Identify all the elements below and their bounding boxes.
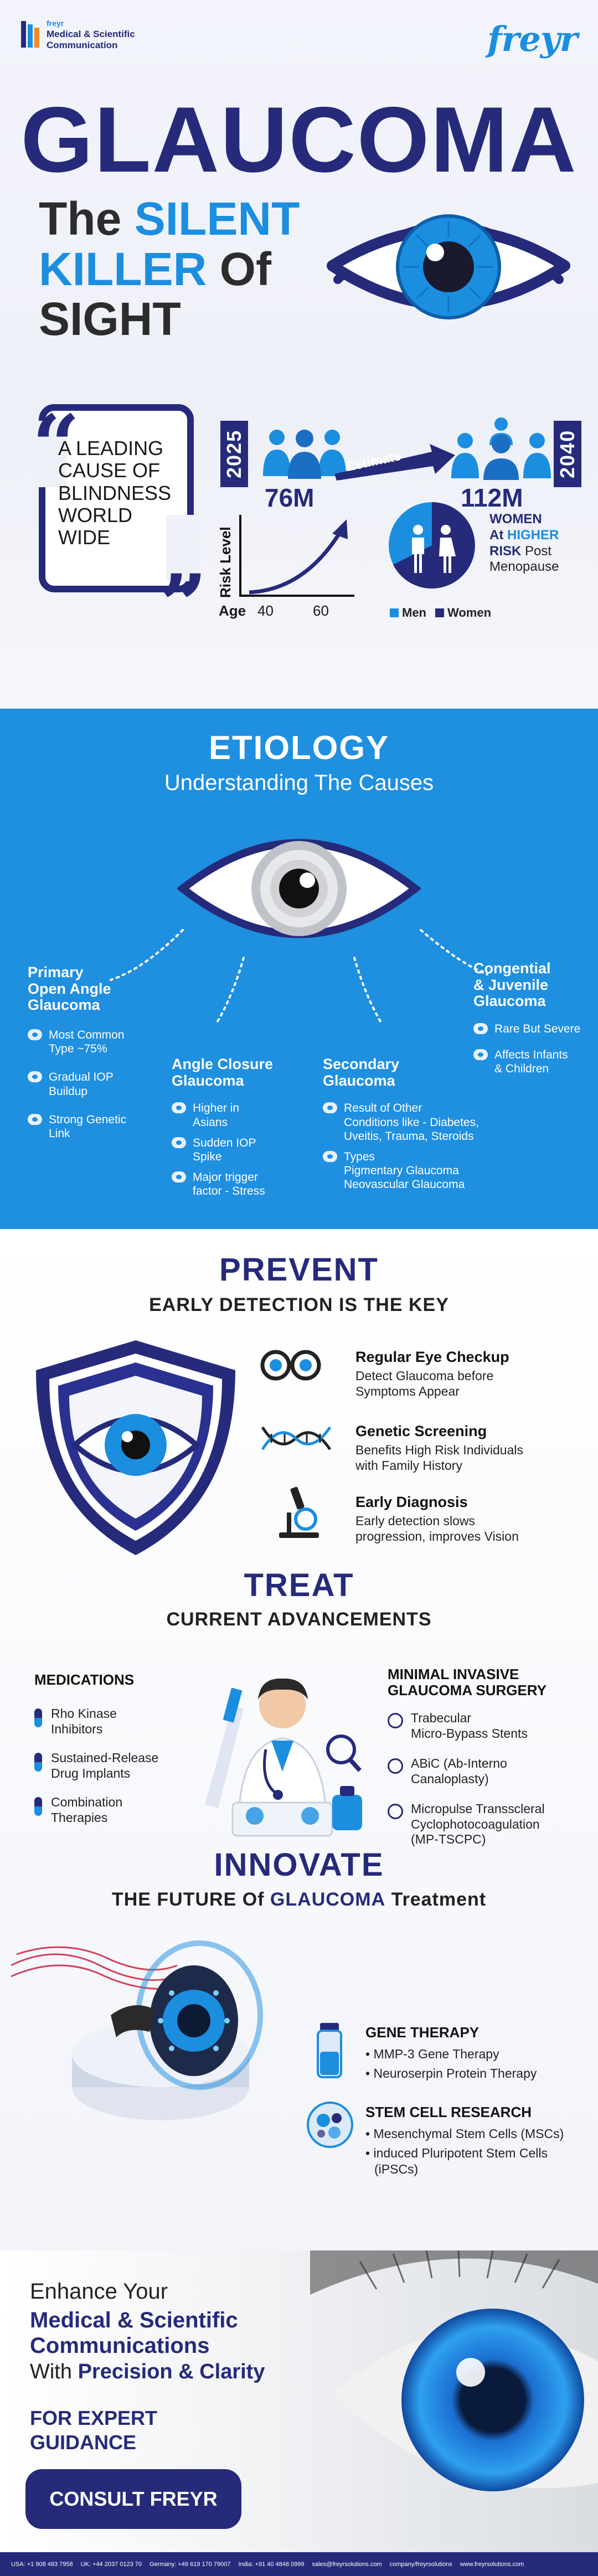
women-line1: WOMEN — [489, 512, 542, 526]
cta-line4-hl: Precision & Clarity — [78, 2360, 265, 2383]
close-quote-icon: ” — [159, 556, 208, 654]
bullet-icon — [323, 1151, 337, 1162]
age-tick-40: 40 — [257, 602, 274, 619]
prevent-item-head: Genetic Screening — [355, 1423, 487, 1439]
bullet-icon — [28, 1071, 42, 1082]
fmsc-logo-line2: Communication — [47, 40, 118, 50]
year-2025-badge: 2025 — [220, 421, 248, 487]
stem-cell-item: • Mesenchymal Stem Cells (MSCs) — [365, 2126, 564, 2141]
capsule-icon — [34, 1797, 42, 1816]
innovate-subtitle — [0, 1889, 598, 1911]
etiology-item: Types Pigmentary Glaucoma Neovascular Glaucoma — [323, 1150, 506, 1192]
prevent-title: PREVENT — [219, 1252, 379, 1288]
etiology-item: Affects Infants & Children — [473, 1048, 595, 1076]
surgery-title: MINIMAL INVASIVE GLAUCOMA SURGERY — [388, 1666, 547, 1699]
page-title: GLAUCOMA — [20, 87, 578, 192]
dna-icon — [260, 1423, 332, 1454]
medications-list — [34, 1706, 189, 1839]
stem-cell-list — [365, 2126, 587, 2177]
etiology-group-title: Angle Closure Glaucoma — [172, 1056, 274, 1089]
innovate-subtitle-pre: THE FUTURE Of — [111, 1889, 265, 1910]
estimate-label: Estimate — [345, 448, 403, 475]
people-group-2040-icon — [448, 416, 554, 480]
microscope-icon — [277, 1485, 321, 1540]
risk-level-label: Risk Level — [217, 526, 234, 598]
surgery-item: Trabecular Micro-Bypass Stents — [388, 1711, 592, 1756]
age-tick-60: 60 — [313, 602, 329, 619]
tagline — [39, 194, 338, 344]
scalpel-icon — [388, 1713, 403, 1728]
legend-men-swatch — [390, 608, 399, 617]
open-quote-icon: “ — [32, 397, 80, 494]
bullet-icon — [323, 1102, 337, 1113]
gene-therapy-item: • Neuroserpin Protein Therapy — [365, 2066, 537, 2081]
etiology-section — [0, 709, 598, 1229]
capsule-icon — [34, 1753, 42, 1772]
hero-section — [0, 0, 598, 709]
prevent-item-early-diagnosis — [255, 1485, 587, 1551]
cta-line3: Communications — [30, 2334, 210, 2358]
treat-title: TREAT — [244, 1567, 354, 1603]
year-2040-badge: 2040 — [554, 421, 581, 487]
stem-cell-item: • induced Pluripotent Stem Cells (iPSCs) — [365, 2145, 548, 2176]
hero-eye-icon — [327, 183, 570, 343]
capsule-icon — [34, 1708, 42, 1727]
fmsc-logo-line1: Medical & Scientific — [47, 29, 135, 39]
stem-cell-title: STEM CELL RESEARCH — [365, 2104, 532, 2120]
gene-therapy-item: • MMP-3 Gene Therapy — [365, 2047, 499, 2061]
fmsc-logo — [21, 18, 187, 56]
fmsc-logo-brand: freyr — [47, 19, 64, 28]
phone-germany[interactable]: Germany: +49 619 170 79007 — [150, 2560, 231, 2568]
retina-implant-illustration-icon — [11, 1932, 299, 2131]
surgery-item: ABiC (Ab-Interno Canaloplasty) — [388, 1756, 592, 1801]
cta-line4 — [30, 2360, 265, 2384]
etiology-item: Most Common Type ~75% — [28, 1028, 161, 1056]
etiology-group-congenital-juvenile — [473, 961, 595, 1076]
contact-footer — [0, 2552, 598, 2576]
age-axis — [219, 602, 352, 620]
women-risk-text — [489, 512, 559, 575]
phone-india[interactable]: India: +91 40 4848 0999 — [238, 2560, 305, 2568]
legend-women-label: Women — [447, 606, 492, 620]
surgery-item: Micropulse Transscleral Cyclophotocoagulation (MP-TSCPC) — [388, 1801, 592, 1857]
legend-women — [435, 606, 491, 620]
risk-curve-icon — [238, 515, 354, 598]
women-line4: Menopause — [489, 559, 559, 575]
etiology-title: ETIOLOGY — [208, 729, 390, 766]
fmsc-logo-bars — [21, 21, 40, 48]
website-link[interactable]: www.freyrsolutions.com — [460, 2560, 524, 2568]
bullet-icon — [473, 1023, 488, 1034]
stem-cell-icon — [303, 2098, 357, 2151]
email-link[interactable]: sales@freyrsolutions.com — [312, 2560, 382, 2568]
tagline-the: The — [39, 193, 122, 245]
prevent-item-eye-checkup — [255, 1345, 587, 1406]
etiology-item: Gradual IOP Buildup — [28, 1070, 161, 1098]
prevent-subtitle: EARLY DETECTION IS THE KEY — [149, 1294, 449, 1315]
etiology-item: Strong Genetic Link — [28, 1113, 161, 1140]
surgery-list — [388, 1711, 592, 1857]
bullet-icon — [28, 1114, 42, 1125]
age-label: Age — [219, 602, 246, 619]
etiology-group-secondary — [323, 1056, 506, 1192]
legend-men — [390, 606, 426, 620]
tagline-sight: SIGHT — [39, 293, 181, 345]
doctor-illustration-icon — [183, 1666, 382, 1844]
tagline-killer: KILLER — [39, 242, 207, 295]
value-2025: 76M — [265, 483, 315, 512]
etiology-group-title: Congential & Juvenile Glaucoma — [473, 960, 551, 1010]
medication-item: Rho Kinase Inhibitors — [34, 1706, 189, 1751]
prevent-item-text: Detect Glaucoma before Symptoms Appear — [355, 1369, 494, 1398]
prevent-item-head: Early Diagnosis — [355, 1494, 468, 1510]
etiology-group-primary-open-angle — [28, 964, 161, 1140]
prevent-item-genetic-screening — [255, 1416, 587, 1477]
women-line3b: Post — [525, 543, 552, 559]
tagline-of: Of — [219, 242, 271, 295]
prevent-item-head: Regular Eye Checkup — [355, 1349, 509, 1365]
scalpel-icon — [388, 1804, 403, 1819]
innovate-title: INNOVATE — [214, 1847, 384, 1883]
medication-item: Sustained-Release Drug Implants — [34, 1751, 189, 1795]
linkedin-link[interactable]: company/freyrsolutions — [389, 2560, 452, 2568]
gene-therapy-title: GENE THERAPY — [365, 2024, 480, 2041]
bullet-icon — [172, 1171, 186, 1183]
gender-pie-icon — [388, 501, 476, 590]
cta-line5: FOR EXPERT — [30, 2407, 158, 2429]
etiology-item: Major trigger factor - Stress — [172, 1170, 305, 1198]
tagline-silent: SILENT — [134, 193, 300, 245]
legend-women-swatch — [435, 608, 444, 617]
treat-subtitle: CURRENT ADVANCEMENTS — [166, 1609, 432, 1630]
women-line2b: HIGHER — [507, 527, 559, 543]
cta-line6: GUIDANCE — [30, 2431, 137, 2454]
leading-cause-text: A LEADING CAUSE OF BLINDNESS WORLD WIDE — [58, 437, 172, 549]
etiology-item: Result of Other Conditions like - Diabetes, Uveitis, Trauma, Steroids — [323, 1101, 506, 1143]
value-2040: 112M — [461, 483, 523, 512]
medications-title: MEDICATIONS — [34, 1671, 135, 1688]
vial-icon — [310, 2021, 349, 2082]
freyr-logo[interactable]: freyr — [487, 19, 578, 59]
legend-men-label: Men — [402, 606, 426, 620]
cta-line2: Medical & Scientific — [30, 2308, 238, 2332]
cta-section — [0, 2250, 598, 2552]
bullet-icon — [28, 1029, 42, 1040]
bullet-icon — [172, 1137, 186, 1148]
cta-line1: Enhance Your — [30, 2279, 168, 2304]
bullet-icon — [172, 1102, 186, 1113]
etiology-group-angle-closure — [172, 1056, 305, 1199]
bullet-icon — [473, 1049, 488, 1060]
women-line3a: RISK — [489, 543, 522, 559]
scalpel-icon — [388, 1758, 403, 1774]
etiology-item: Rare But Severe — [473, 1022, 595, 1036]
medication-item: Combination Therapies — [34, 1795, 189, 1839]
innovate-subtitle-post: Treatment — [391, 1889, 487, 1910]
etiology-group-title: Primary Open Angle Glaucoma — [28, 964, 111, 1014]
binoculars-icon — [260, 1349, 321, 1382]
etiology-item: Higher in Asians — [172, 1101, 305, 1129]
shield-eye-icon — [30, 1337, 241, 1558]
gene-therapy-list — [365, 2046, 537, 2082]
etiology-group-title: Secondary Glaucoma — [323, 1056, 400, 1089]
etiology-subtitle: Understanding The Causes — [164, 771, 434, 795]
gender-legend — [390, 606, 491, 620]
innovate-subtitle-hl: GLAUCOMA — [270, 1889, 386, 1910]
prevent-treat-innovate-section — [0, 1229, 598, 2250]
cta-eye-illustration-icon — [310, 2250, 598, 2552]
phone-usa[interactable]: USA: +1 908 483 7958 — [11, 2560, 73, 2568]
etiology-item: Sudden IOP Spike — [172, 1136, 305, 1164]
phone-uk[interactable]: UK: +44 2037 0123 70 — [80, 2560, 142, 2568]
cta-line4-pre: With — [30, 2360, 72, 2383]
consult-freyr-button[interactable]: CONSULT FREYR — [25, 2469, 241, 2529]
prevent-item-text: Benefits High Risk Individuals with Family History — [355, 1443, 523, 1473]
prevent-item-text: Early detection slows progression, improves Vision — [355, 1514, 519, 1543]
women-line2a: At — [489, 527, 504, 543]
